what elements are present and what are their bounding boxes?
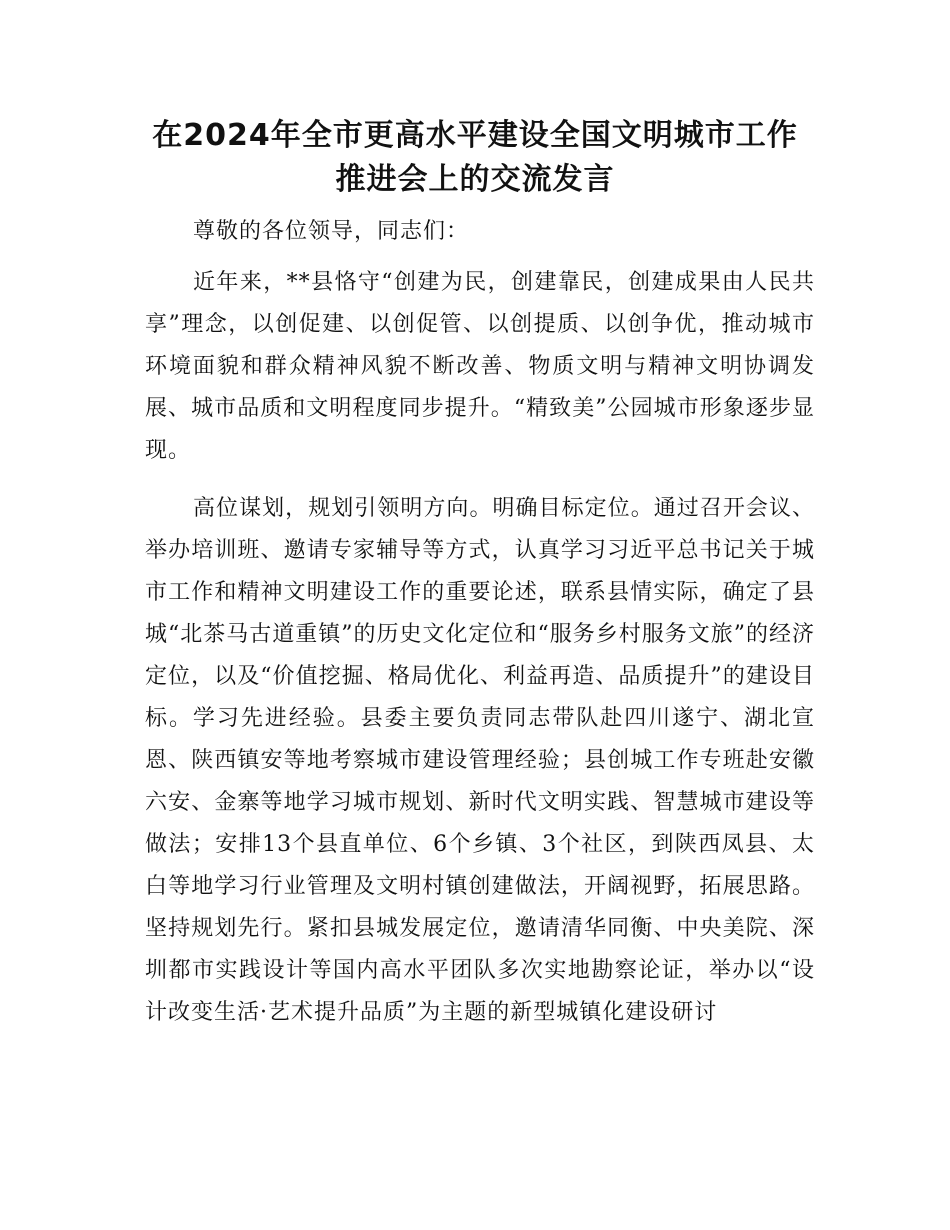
document-title-line-2: 推进会上的交流发言 xyxy=(335,162,615,197)
salutation: 尊敬的各位领导，同志们： xyxy=(193,219,470,244)
paragraph-planning: 高位谋划，规划引领明方向。明确目标定位。通过召开会议、举办培训班、邀请专家辅导等方式，认真学习习近平总书记关于城市工作和精神文明建设工作的重要论述，联系县情实际，确定了县城“北茶马古道重镇”的历史文化定位和“服务乡村服务文旅”的经济定位，以及“价值挖掘、格局优化、利益再造、品质提升”的建设目标。学习先进经验。县委主要负责同志带队赴四川遂宁、湖北宣恩、陕西镇安等地考察城市建设管理经验；县创城工作专班赴安徽六安、金寨等地学习城市规划、新时代文明实践、智慧城市建设等做法；安排13个县直单位、6个乡镇、3个社区，到陕西凤县、太白等地学习行业管理及文明村镇创建做法，开阔视野，拓展思路。坚持规划先行。紧扣县城发展定位，邀请清华同衡、中央美院、深圳都市实践设计等国内高水平团队多次实地勘察论证，举办以“设计改变生活·艺术提升品质”为主题的新型城镇化建设研讨 xyxy=(145,496,815,1025)
document-title-line-1: 在2024年全市更高水平建设全国文明城市工作 xyxy=(152,118,798,153)
paragraph-intro: 近年来，**县恪守“创建为民，创建靠民，创建成果由人民共享”理念，以创促建、以创促管、以创提质、以创争优，推动城市环境面貌和群众精神风貌不断改善、物质文明与精神文明协调发展、城市品质和文明程度同步提升。“精致美”公园城市形象逐步显现。 xyxy=(145,270,815,463)
